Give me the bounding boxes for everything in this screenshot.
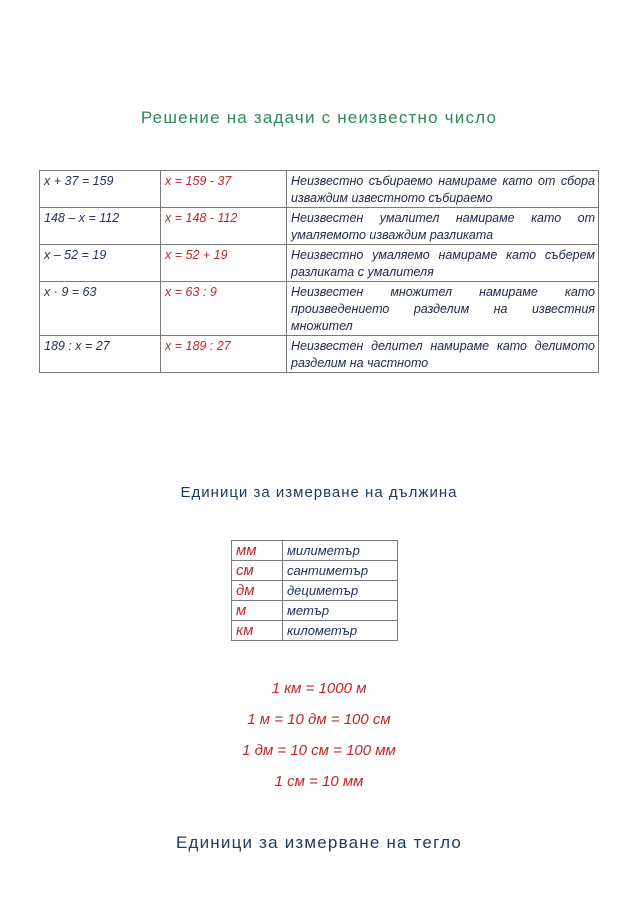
section-title-length-units: Единици за измерване на дължина bbox=[180, 484, 458, 501]
unit-abbreviation: см bbox=[232, 561, 283, 581]
table-row bbox=[40, 282, 599, 336]
unit-abbreviation: км bbox=[232, 621, 283, 641]
table-row bbox=[232, 561, 398, 581]
equation-cell: 148 – x = 112 bbox=[40, 208, 161, 245]
table-row bbox=[40, 171, 599, 208]
unit-abbreviation: м bbox=[232, 601, 283, 621]
unit-abbreviation: дм bbox=[232, 581, 283, 601]
unit-name: сантиметър bbox=[283, 561, 398, 581]
table-row bbox=[40, 245, 599, 282]
section-title-weight-units: Единици за измерване на тегло bbox=[175, 833, 463, 852]
table-row bbox=[232, 621, 398, 641]
unit-name: метър bbox=[283, 601, 398, 621]
length-units-table bbox=[231, 540, 398, 641]
unknown-number-table bbox=[39, 170, 599, 373]
equation-cell: 189 : x = 27 bbox=[40, 336, 161, 373]
table-row bbox=[232, 601, 398, 621]
solution-cell: x = 148 - 112 bbox=[161, 208, 287, 245]
unit-name: километър bbox=[283, 621, 398, 641]
unit-name: дециметър bbox=[283, 581, 398, 601]
unit-name: милиметър bbox=[283, 541, 398, 561]
equation-cell: x – 52 = 19 bbox=[40, 245, 161, 282]
rule-cell: Неизвестно събираемо намираме като от сбора изваждим известното събираемо bbox=[287, 171, 599, 208]
rule-cell: Неизвестно умаляемо намираме като съберем разликата с умалителя bbox=[287, 245, 599, 282]
conversion-line: 1 см = 10 мм bbox=[274, 773, 364, 790]
equation-cell: x · 9 = 63 bbox=[40, 282, 161, 336]
table-row bbox=[40, 336, 599, 373]
table-row bbox=[232, 541, 398, 561]
equation-cell: x + 37 = 159 bbox=[40, 171, 161, 208]
section-title-unknown-number: Решение на задачи с неизвестно число bbox=[140, 108, 498, 127]
unit-abbreviation: мм bbox=[232, 541, 283, 561]
rule-cell: Неизвестен множител намираме като произведението разделим на известния множител bbox=[287, 282, 599, 336]
rule-cell: Неизвестен делител намираме като делимото разделим на частното bbox=[287, 336, 599, 373]
solution-cell: x = 189 : 27 bbox=[161, 336, 287, 373]
solution-cell: x = 63 : 9 bbox=[161, 282, 287, 336]
solution-cell: x = 159 - 37 bbox=[161, 171, 287, 208]
table-row bbox=[40, 208, 599, 245]
rule-cell: Неизвестен умалител намираме като от умаляемото изваждим разликата bbox=[287, 208, 599, 245]
table-row bbox=[232, 581, 398, 601]
conversion-line: 1 км = 1000 м bbox=[271, 680, 367, 697]
conversion-line: 1 дм = 10 см = 100 мм bbox=[242, 742, 396, 759]
solution-cell: x = 52 + 19 bbox=[161, 245, 287, 282]
conversion-line: 1 м = 10 дм = 100 см bbox=[247, 711, 391, 728]
